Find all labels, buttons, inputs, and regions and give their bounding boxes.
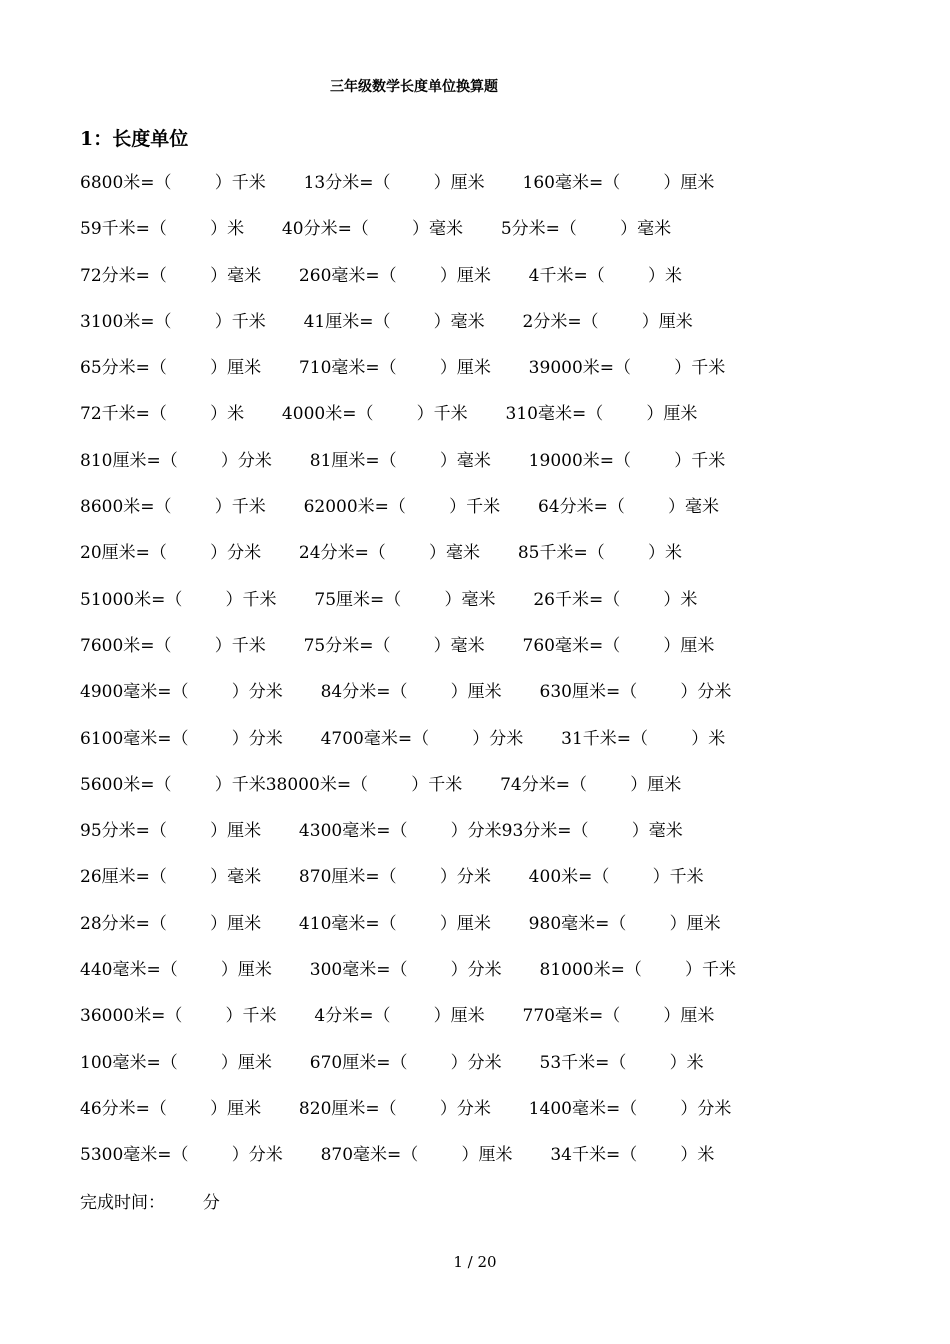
- exercise-row: 5300毫米=（ ）分米 870毫米=（ ）厘米 34千米=（ ）米: [80, 1145, 715, 1166]
- exercise-row: 6100毫米=（ ）分米 4700毫米=（ ）分米 31千米=（ ）米: [80, 728, 726, 749]
- exercise-row: 46分米=（ ）厘米 820厘米=（ ）分米 1400毫米=（ ）分米: [80, 1098, 732, 1119]
- exercise-row: 440毫米=（ ）厘米 300毫米=（ ）分米 81000米=（ ）千米: [80, 960, 737, 981]
- exercise-row: 3100米=（ ）千米 41厘米=（ ）毫米 2分米=（ ）厘米: [80, 311, 693, 332]
- page-title: 三年级数学长度单位换算题: [330, 79, 498, 95]
- completion-time: 完成时间： 分: [80, 1193, 220, 1213]
- page-number: 1 / 20: [453, 1253, 497, 1271]
- exercise-row: 5600米=（ ）千米38000米=（ ）千米 74分米=（ ）厘米: [80, 774, 682, 795]
- exercise-row: 6800米=（ ）千米 13分米=（ ）厘米 160毫米=（ ）厘米: [80, 173, 715, 193]
- exercise-row: 72千米=（ ）米 4000米=（ ）千米 310毫米=（ ）厘米: [80, 404, 698, 425]
- exercise-row: 810厘米=（ ）分米 81厘米=（ ）毫米 19000米=（ ）千米: [80, 450, 726, 471]
- exercise-row: 72分米=（ ）毫米 260毫米=（ ）厘米 4千米=（ ）米: [80, 265, 682, 286]
- exercise-row: 65分米=（ ）厘米 710毫米=（ ）厘米 39000米=（ ）千米: [80, 358, 726, 379]
- exercise-row: 8600米=（ ）千米 62000米=（ ）千米 64分米=（ ）毫米: [80, 497, 720, 518]
- exercise-row: 59千米=（ ）米 40分米=（ ）毫米 5分米=（ ）毫米: [80, 219, 672, 240]
- exercise-row: 26厘米=（ ）毫米 870厘米=（ ）分米 400米=（ ）千米: [80, 867, 704, 888]
- section-heading: 1：长度单位: [80, 128, 189, 150]
- exercise-row: 20厘米=（ ）分米 24分米=（ ）毫米 85千米=（ ）米: [80, 543, 682, 564]
- exercise-row: 51000米=（ ）千米 75厘米=（ ）毫米 26千米=（ ）米: [80, 589, 698, 610]
- exercise-row: 4900毫米=（ ）分米 84分米=（ ）厘米 630厘米=（ ）分米: [80, 682, 732, 703]
- exercise-list: [80, 170, 880, 1189]
- exercise-row: 100毫米=（ ）厘米 670厘米=（ ）分米 53千米=（ ）米: [80, 1052, 704, 1073]
- exercise-row: 95分米=（ ）厘米 4300毫米=（ ）分米93分米=（ ）毫米: [80, 821, 683, 842]
- exercise-row: 28分米=（ ）厘米 410毫米=（ ）厘米 980毫米=（ ）厘米: [80, 913, 721, 934]
- exercise-row: 7600米=（ ）千米 75分米=（ ）毫米 760毫米=（ ）厘米: [80, 635, 715, 656]
- exercise-row: 36000米=（ ）千米 4分米=（ ）厘米 770毫米=（ ）厘米: [80, 1006, 715, 1027]
